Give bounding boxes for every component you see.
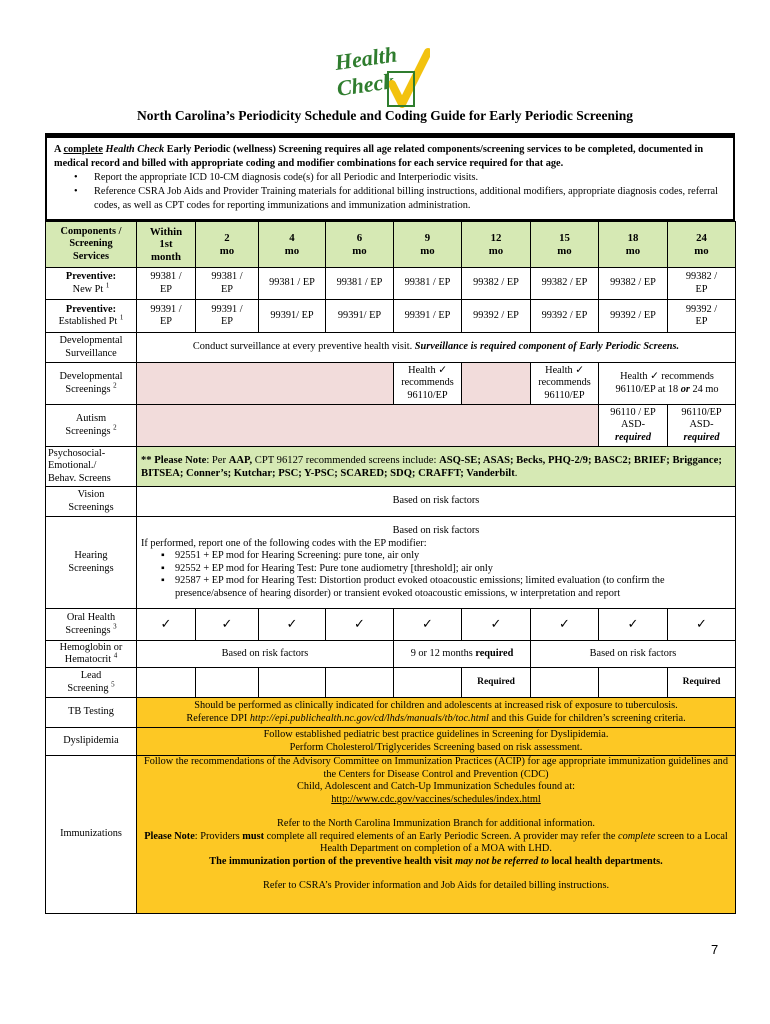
intro-bullets [54,171,726,213]
cell: 99391 / EP [394,300,462,333]
row-label: Preventive: New Pt $^1$ [46,268,137,300]
intro-bullet: • Report the appropriate ICD 10-CM diagnosis code(s) for all Periodic and Interperiodic visits. [94,171,726,185]
cell: 99391/ EP [259,300,326,333]
header-9mo: 9 mo [394,222,462,268]
cell-empty [137,668,196,698]
hearing-intro: If performed, report one of the following codes with the EP modifier: [141,537,427,549]
hemo-9-12: 9 or 12 months required [394,641,531,668]
page-number: 7 [711,942,719,957]
row-label: Hearing Screenings [46,517,137,609]
cell: 99391 / EP [196,300,259,333]
vision-note: Based on risk factors [137,487,736,517]
cell-empty [137,363,394,405]
check-icon: ✓ [531,609,599,641]
cell-9mo-dev: Health ✓ recommends 96110/EP [394,363,462,405]
header-12mo: 12 mo [462,222,531,268]
row-label: Psychosocial- Emotional./ Behav. Screens [46,447,137,487]
row-label: Developmental Screenings $^2$ [46,363,137,405]
periodicity-table [45,221,736,914]
hearing-top: Based on risk factors [392,525,480,536]
cell-30mo-dev: Health ✓ recommends 96110/EP at 18 or 24 mo [599,363,736,405]
row-developmental-screenings [46,363,736,405]
cell-empty [462,363,531,405]
imm-p4: Please Note: Providers must complete all required elements of an Early Periodic Screen. A provider may refer the complete screen to a Local Health Department on completion of a MOA with LHD. [144,830,728,854]
cell-empty [326,668,394,698]
hearing-code: ▪ 92551 + EP mod for Hearing Screening: pure tone, air only [175,550,731,563]
cell-18mo-dev: Health ✓ recommends 96110/EP [531,363,599,405]
intro-bullet: • Reference CSRA Job Aids and Provider Training materials for additional billing instructions, additional modifiers, appropriate diagnosis codes, referral codes, as well as CPT codes for reporting immunizations and immunization administration. [94,185,726,213]
cell: 99392 / EP [462,300,531,333]
check-icon: ✓ [259,609,326,641]
cell-autism-24: 96110/EP ASD- required [668,405,736,447]
row-label: Autism Screenings $^2$ [46,405,137,447]
row-preventive-new [46,268,736,300]
lead-required-24mo: Required [668,668,736,698]
imm-p2: Child, Adolescent and Catch-Up Immunization Schedules found at: [297,781,575,792]
imm-p1: Follow the recommendations of the Advisory Committee on Immunization Practices (ACIP) for age appropriate immunization guidelines and the Centers for Disease Control and Prevention (CDC) [144,756,728,780]
intro-box [45,133,735,221]
row-label: Hemoglobin or Hematocrit $^4$ [46,641,137,668]
row-psychosocial [46,447,736,487]
row-dyslipidemia [46,728,736,756]
imm-p6: Refer to CSRA’s Provider information and Job Aids for detailed billing instructions. [262,880,610,891]
dyslipidemia-note: Follow established pediatric best practice guidelines in Screening for Dyslipidemia. Perform Cholesterol/Triglycerides Screening based on risk assessment. [137,728,736,756]
svg-text:Check: Check [335,68,396,101]
cell: 99392 / EP [531,300,599,333]
cell-autism-18: 96110 / EP ASD- required [599,405,668,447]
header-15mo: 15 mo [531,222,599,268]
row-vision [46,487,736,517]
row-developmental-surveillance [46,333,736,363]
hearing-code: ▪ 92552 + EP mod for Hearing Test: Pure tone audiometry [threshold]; air only [175,563,731,576]
cell: 99381 / EP [259,268,326,300]
cell-empty [531,668,599,698]
row-lead [46,668,736,698]
check-icon: ✓ [394,609,462,641]
header-components: Components / Screening Services [46,222,137,268]
header-6mo: 6 mo [326,222,394,268]
document-title: North Carolina’s Periodicity Schedule and Coding Guide for Early Periodic Screening [137,108,633,123]
row-label: Vision Screenings [46,487,137,517]
cell-empty [137,405,599,447]
cell-empty [196,668,259,698]
cell: 99382 / EP [599,268,668,300]
check-icon: ✓ [326,609,394,641]
cell: 99392 / EP [599,300,668,333]
surveillance-note: Conduct surveillance at every preventive health visit. Surveillance is required component of Early Periodic Screens. [137,333,736,363]
hearing-note [137,517,736,609]
cell: 99381 / EP [196,268,259,300]
imm-p3: Refer to the North Carolina Immunization Branch for additional information. [277,818,595,829]
header-within-1st-month: Within 1st month [137,222,196,268]
intro-text: A complete Health Check Early Periodic (wellness) Screening requires all age related components/screening services to be completed, documented in medical record and billed with appropriate coding and modifier combinations for each service required for that age. [54,144,704,169]
row-label: Dyslipidemia [46,728,137,756]
check-icon: ✓ [462,609,531,641]
row-autism-screenings [46,405,736,447]
check-icon: ✓ [137,609,196,641]
hemo-early: Based on risk factors [137,641,394,668]
cell: 99381 / EP [137,268,196,300]
cell: 99381 / EP [326,268,394,300]
row-immunizations [46,756,736,914]
cell: 99381 / EP [394,268,462,300]
svg-text:Health: Health [333,42,399,75]
check-icon: ✓ [668,609,736,641]
cell: 99382 / EP [462,268,531,300]
tb-note: Should be performed as clinically indicated for children and adolescents at increased risk of exposure to tuberculosis. Reference DPI http://epi.publichealth.nc.gov/cd/lhds/manuals/tb/toc.html and this Guide for children’s screening criteria. [137,698,736,728]
tb-link[interactable]: http://epi.publichealth.nc.gov/cd/lhds/manuals/tb/toc.html [249,712,489,724]
cell: 99391 / EP [137,300,196,333]
row-hearing [46,517,736,609]
cdc-link[interactable]: http://www.cdc.gov/vaccines/schedules/index.html [331,793,541,805]
cell: 99391/ EP [326,300,394,333]
row-label: Lead Screening $^5$ [46,668,137,698]
cell: 99382 / EP [668,268,736,300]
row-label: Immunizations [46,756,137,914]
header-row [46,222,736,268]
lead-required-12mo: Required [462,668,531,698]
cell: 99392 / EP [668,300,736,333]
row-preventive-established [46,300,736,333]
hemo-late: Based on risk factors [531,641,736,668]
hearing-code: ▪ 92587 + EP mod for Hearing Test: Distortion product evoked otoacoustic emissions; limited evaluation (to confirm the presence/absence of hearing disorder) or transient evoked otoacoustic emissions, w interpretation and report [175,575,731,600]
header-4mo: 4 mo [259,222,326,268]
row-label: Oral Health Screenings $^3$ [46,609,137,641]
header-2mo: 2 mo [196,222,259,268]
cell-empty [259,668,326,698]
row-label: Developmental Surveillance [46,333,137,363]
psychosocial-note: ** Please Note: Per AAP, CPT 96127 recommended screens include: ASQ-SE; ASAS; Becks, PHQ-2/9; BASC2; BRIEF; Briggance; BITSEA; Conner’s; Kutchar; PSC; Y-PSC; SCARED; SDQ; CRAFFT; Vanderbilt. [137,447,736,487]
imm-p5: The immunization portion of the preventive health visit may not be referred to local health departments. [209,855,663,867]
row-tb [46,698,736,728]
immunizations-note [137,756,736,914]
header-18mo: 18 mo [599,222,668,268]
row-oral-health [46,609,736,641]
cell: 99382 / EP [531,268,599,300]
check-icon: ✓ [599,609,668,641]
row-hemoglobin [46,641,736,668]
row-label: TB Testing [46,698,137,728]
cell-empty [599,668,668,698]
header-24mo: 24 mo [668,222,736,268]
hearing-codes [141,550,731,600]
check-icon: ✓ [196,609,259,641]
row-label: Preventive: Established Pt $^1$ [46,300,137,333]
cell-empty [394,668,462,698]
